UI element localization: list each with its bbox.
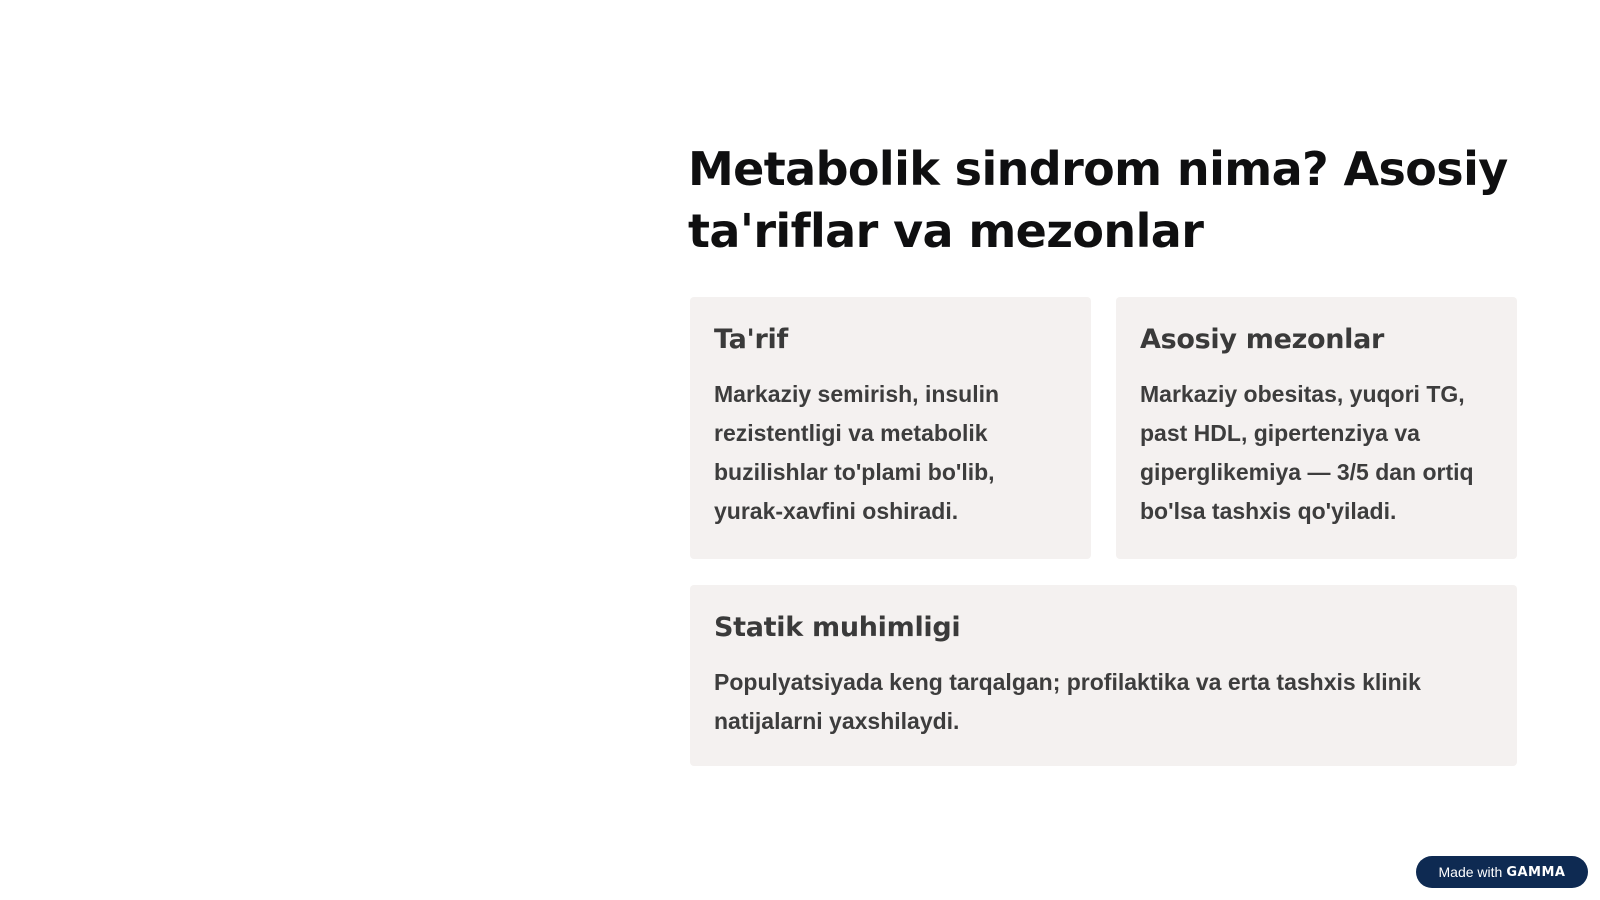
- card-body: Markaziy obesitas, yuqori TG, past HDL, gipertenziya va giperglikemiya — 3/5 dan ortiq bo'lsa tashxis qo'yiladi.: [1140, 381, 1474, 524]
- slide-title: Metabolik sindrom nima? Asosiy ta'riflar va mezonlar: [688, 142, 1508, 258]
- badge-prefix: Made with: [1438, 864, 1503, 880]
- card-criteria: [1116, 297, 1517, 559]
- card-significance: [690, 585, 1517, 766]
- card-definition: [690, 297, 1091, 559]
- card-heading: Statik muhimligi: [714, 612, 961, 643]
- card-heading: Ta'rif: [714, 324, 788, 355]
- gamma-logo: GAMMA: [1506, 864, 1566, 880]
- card-body: Markaziy semirish, insulin rezistentligi va metabolik buzilishlar to'plami bo'lib, yurak-xavfini oshiradi.: [714, 381, 1000, 524]
- card-body: Populyatsiyada keng tarqalgan; profilaktika va erta tashxis klinik natijalarni yaxshilaydi.: [714, 669, 1421, 734]
- card-heading: Asosiy mezonlar: [1140, 324, 1385, 355]
- made-with-gamma-badge[interactable]: [1416, 856, 1588, 888]
